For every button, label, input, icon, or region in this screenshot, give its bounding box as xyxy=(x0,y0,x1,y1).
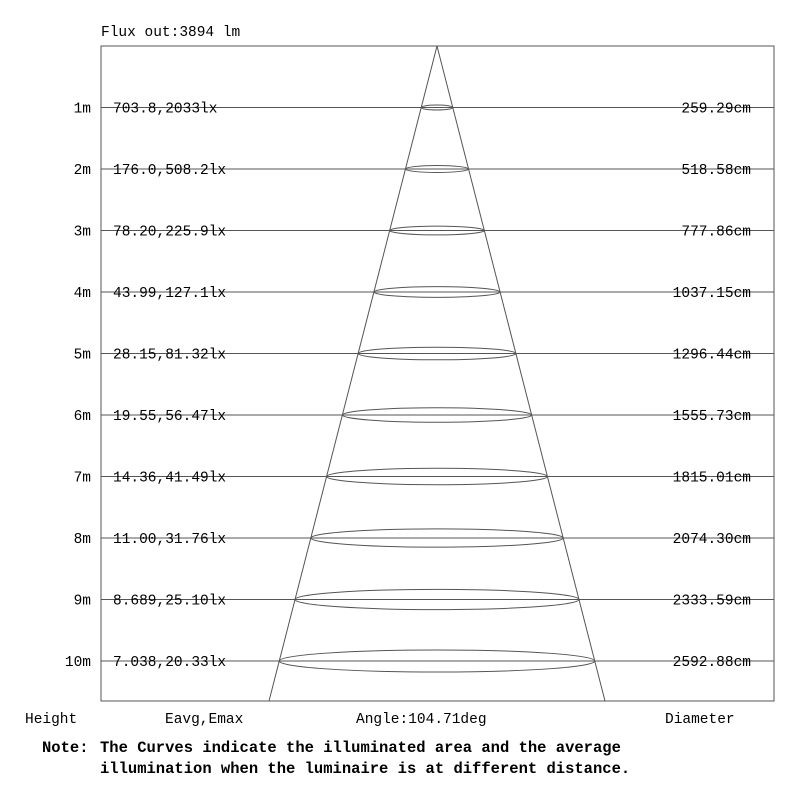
illuminance-label: 43.99,127.1lx xyxy=(113,286,227,302)
footer-eavg-label: Eavg,Emax xyxy=(165,712,244,728)
illuminance-label: 703.8,2033lx xyxy=(113,101,218,118)
diameter-label: 1555.73cm xyxy=(672,409,751,425)
footer-diameter-label: Diameter xyxy=(665,712,735,728)
height-label: 6m xyxy=(73,409,91,425)
diameter-label: 2592.88cm xyxy=(672,655,751,671)
footer-height-label: Height xyxy=(25,712,78,728)
height-label: 10m xyxy=(64,655,91,671)
height-label: 8m xyxy=(73,532,91,548)
cone-left-edge xyxy=(269,46,437,701)
diameter-label: 2074.30cm xyxy=(672,532,751,548)
row-labels xyxy=(65,102,751,672)
height-label: 1m xyxy=(73,101,91,118)
illuminance-label: 11.00,31.76lx xyxy=(113,532,227,548)
height-label: 9m xyxy=(73,593,91,610)
footer-angle-label: Angle:104.71deg xyxy=(356,712,487,728)
illuminance-label: 176.0,508.2lx xyxy=(113,163,227,179)
height-label: 7m xyxy=(73,470,91,487)
diameter-label: 518.58cm xyxy=(681,163,751,179)
beam-cone xyxy=(269,46,605,701)
height-label: 5m xyxy=(73,347,91,364)
diameter-label: 1296.44cm xyxy=(672,347,751,364)
cone-right-edge xyxy=(437,46,605,701)
flux-label: Flux out:3894 lm xyxy=(101,25,241,41)
diameter-label: 777.86cm xyxy=(681,224,751,241)
illuminance-label: 28.15,81.32lx xyxy=(113,347,227,364)
note-prefix: Note: xyxy=(42,739,89,757)
illuminance-label: 14.36,41.49lx xyxy=(113,470,227,487)
illuminance-label: 8.689,25.10lx xyxy=(113,593,227,610)
note-line-2: illumination when the luminaire is at different distance. xyxy=(100,760,631,778)
diameter-label: 2333.59cm xyxy=(672,593,751,610)
diameter-label: 259.29cm xyxy=(681,101,751,118)
illuminance-label: 19.55,56.47lx xyxy=(113,409,227,425)
illuminance-label: 78.20,225.9lx xyxy=(113,224,227,241)
height-label: 3m xyxy=(73,224,91,241)
diameter-label: 1037.15cm xyxy=(672,286,751,302)
illuminance-label: 7.038,20.33lx xyxy=(113,655,227,671)
height-label: 4m xyxy=(73,286,91,302)
note-line-1: The Curves indicate the illuminated area and the average xyxy=(100,739,621,757)
diameter-label: 1815.01cm xyxy=(672,470,751,487)
height-label: 2m xyxy=(73,163,91,179)
